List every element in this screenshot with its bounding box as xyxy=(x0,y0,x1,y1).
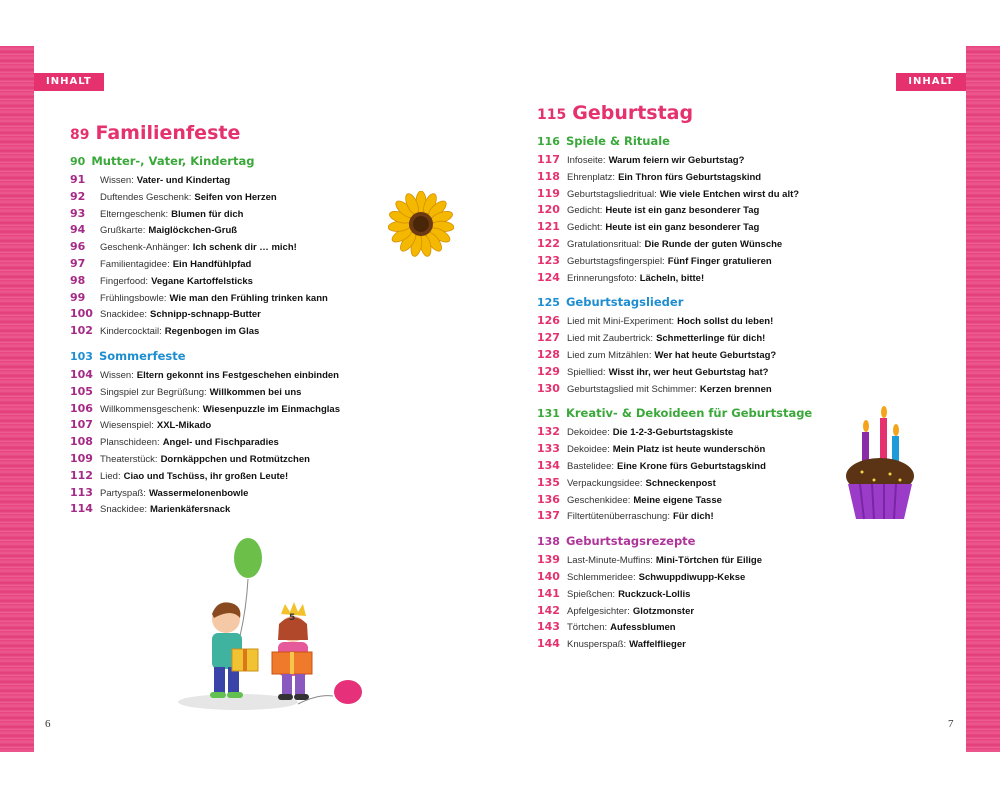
entry-category: Knusperspaß: xyxy=(567,639,627,651)
entry-category: Familientagidee: xyxy=(100,258,170,270)
entry-category: Duftendes Geschenk: xyxy=(100,191,192,203)
entry-title: Mini-Törtchen für Eilige xyxy=(655,555,762,567)
entry-page-number: 100 xyxy=(70,307,93,321)
entry-page-number: 94 xyxy=(70,223,86,237)
entry-page-number: 134 xyxy=(537,458,560,472)
entry-category: Erinnerungsfoto: xyxy=(567,272,637,284)
entry-category: Partyspaß: xyxy=(100,487,146,499)
toc-entry[interactable] xyxy=(537,331,837,348)
toc-entry[interactable] xyxy=(70,190,350,207)
entry-title: Schneckenpost xyxy=(645,477,716,489)
entry-category: Bastelidee: xyxy=(567,460,615,472)
entry-title: Schnipp-schnapp-Butter xyxy=(150,309,261,321)
entry-category: Kindercocktail: xyxy=(100,326,162,338)
toc-entry[interactable] xyxy=(70,385,350,402)
toc-entry[interactable] xyxy=(537,382,837,399)
toc-entry[interactable] xyxy=(70,223,350,240)
section-title: Sommerfeste xyxy=(98,348,186,363)
entry-title: Wie viele Entchen wirst du alt? xyxy=(659,188,800,200)
toc-entry[interactable] xyxy=(537,314,837,331)
entry-page-number: 113 xyxy=(70,485,93,499)
toc-entry[interactable] xyxy=(70,207,350,224)
toc-entry[interactable] xyxy=(537,620,837,637)
entry-title: Kerzen brennen xyxy=(699,383,772,395)
entry-page-number: 123 xyxy=(537,253,560,267)
entry-category: Geburtstagsfingerspiel: xyxy=(567,255,665,267)
section-title: Spiele & Rituale xyxy=(565,134,670,148)
entry-page-number: 114 xyxy=(70,502,93,516)
toc-entry[interactable] xyxy=(70,324,350,341)
entry-title: Wisst ihr, wer heut Geburtstag hat? xyxy=(608,366,769,378)
toc-entry[interactable] xyxy=(537,348,837,365)
toc-entry[interactable] xyxy=(537,203,837,220)
entry-category: Ehrenplatz: xyxy=(567,171,616,183)
entry-page-number: 127 xyxy=(537,331,560,345)
book-spread xyxy=(0,46,1000,752)
entry-page-number: 109 xyxy=(70,451,93,465)
entry-category: Elterngeschenk: xyxy=(100,208,169,220)
entry-page-number: 97 xyxy=(70,256,86,270)
entry-category: Spiellied: xyxy=(567,366,606,378)
entry-page-number: 139 xyxy=(537,553,560,567)
sunflower-icon xyxy=(388,191,454,257)
entry-page-number: 93 xyxy=(70,206,86,220)
page-number-left: 6 xyxy=(45,718,51,730)
entry-title: Regenbogen im Glas xyxy=(164,326,260,338)
entry-title: Meine eigene Tasse xyxy=(633,494,722,506)
entry-title: Eltern gekonnt ins Festgeschehen einbinden xyxy=(136,369,339,381)
entry-page-number: 102 xyxy=(70,324,93,338)
section-heading[interactable] xyxy=(70,349,350,365)
entry-title: Die 1-2-3-Geburtstagskiste xyxy=(612,427,734,439)
toc-entry[interactable] xyxy=(537,271,837,288)
entry-title: Heute ist ein ganz besonderer Tag xyxy=(605,222,760,234)
entry-category: Willkommensgeschenk: xyxy=(100,403,200,415)
entry-page-number: 106 xyxy=(70,401,93,415)
toc-entry[interactable] xyxy=(537,459,837,476)
section-number: 103 xyxy=(70,349,93,363)
entry-title: Wiesenpuzzle im Einmachglas xyxy=(202,403,340,415)
toc-entry[interactable] xyxy=(70,291,350,308)
entry-page-number: 119 xyxy=(537,186,560,200)
section-title: Geburtstagslieder xyxy=(565,295,684,310)
entry-page-number: 135 xyxy=(537,475,560,489)
entry-page-number: 96 xyxy=(70,240,86,254)
entry-category: Gedicht: xyxy=(567,205,603,217)
entry-title: Wie man den Frühling trinken kann xyxy=(169,292,328,304)
entry-category: Wissen: xyxy=(100,369,134,381)
entry-title: Waffelflieger xyxy=(629,639,686,651)
entry-title: Ein Thron fürs Geburtstagskind xyxy=(618,171,762,183)
section-number: 90 xyxy=(70,155,86,168)
entry-title: Mein Platz ist heute wunderschön xyxy=(612,444,766,456)
toc-entry[interactable] xyxy=(70,452,350,469)
entry-title: Ruckzuck-Lollis xyxy=(618,588,691,600)
entry-page-number: 124 xyxy=(537,270,560,284)
entry-category: Apfelgesichter: xyxy=(567,605,630,617)
entry-title: Angel- und Fischparadies xyxy=(162,437,279,449)
entry-page-number: 144 xyxy=(537,637,560,651)
toc-entry[interactable] xyxy=(537,637,837,654)
left-toc xyxy=(70,122,350,519)
entry-page-number: 122 xyxy=(537,236,560,250)
entry-title: Vegane Kartoffelsticks xyxy=(151,275,253,287)
toc-entry[interactable] xyxy=(537,237,837,254)
toc-entry[interactable] xyxy=(537,509,837,526)
entry-title: Fünf Finger gratulieren xyxy=(667,255,772,267)
right-toc xyxy=(537,102,837,654)
right-page-edge xyxy=(966,46,1000,752)
entry-category: Planschideen: xyxy=(100,437,160,449)
toc-entry[interactable] xyxy=(537,587,837,604)
entry-title: Eine Krone fürs Geburtstagskind xyxy=(617,460,766,472)
entry-title: Maiglöckchen-Gruß xyxy=(148,225,238,237)
entry-category: Theaterstück: xyxy=(100,453,158,465)
section-heading[interactable] xyxy=(537,134,837,150)
entry-category: Grußkarte: xyxy=(100,225,146,237)
section-number: 116 xyxy=(537,135,560,148)
entry-page-number: 112 xyxy=(70,468,93,482)
entry-category: Frühlingsbowle: xyxy=(100,292,167,304)
toc-entry[interactable] xyxy=(537,604,837,621)
entry-page-number: 107 xyxy=(70,418,93,432)
entry-title: Ciao und Tschüss, ihr großen Leute! xyxy=(123,470,289,482)
entry-category: Spießchen: xyxy=(567,588,616,600)
entry-page-number: 121 xyxy=(537,220,560,234)
crown-number: 5 xyxy=(289,613,296,623)
left-sections xyxy=(70,154,350,519)
entry-title: Ich schenk dir … mich! xyxy=(192,242,297,254)
toc-entry[interactable] xyxy=(70,469,350,486)
section-title: Kreativ- & Dekoideen für Geburtstage xyxy=(565,406,813,421)
entry-page-number: 91 xyxy=(70,173,86,186)
toc-entry[interactable] xyxy=(537,493,837,510)
entry-page-number: 118 xyxy=(537,169,560,183)
section-heading[interactable] xyxy=(537,534,837,550)
entry-page-number: 141 xyxy=(537,586,560,600)
toc-entry[interactable] xyxy=(70,307,350,324)
toc-entry[interactable] xyxy=(70,402,350,419)
toc-entry[interactable] xyxy=(537,365,837,382)
chapter-number: 89 xyxy=(70,127,90,143)
toc-entry[interactable] xyxy=(70,257,350,274)
entry-page-number: 105 xyxy=(70,384,93,398)
toc-entry[interactable] xyxy=(537,187,837,204)
toc-entry[interactable] xyxy=(70,368,350,385)
entry-category: Wissen: xyxy=(100,175,134,186)
entry-title: Vater- und Kindertag xyxy=(136,175,231,186)
entry-category: Infoseite: xyxy=(567,155,606,166)
entry-page-number: 129 xyxy=(537,364,560,378)
section-heading[interactable] xyxy=(70,154,350,170)
entry-page-number: 137 xyxy=(537,509,560,523)
entry-page-number: 126 xyxy=(537,314,560,328)
entry-title: Ein Handfühlpfad xyxy=(172,258,252,270)
entry-category: Geburtstagsliedritual: xyxy=(567,188,657,200)
toc-entry[interactable] xyxy=(70,486,350,503)
entry-category: Dekoidee: xyxy=(567,427,610,439)
entry-title: Willkommen bei uns xyxy=(209,386,302,398)
children-with-gifts-icon xyxy=(168,534,368,714)
entry-title: Lächeln, bitte! xyxy=(639,272,705,284)
entry-category: Filtertütenüberraschung: xyxy=(567,511,670,523)
section-title: Geburtstagsrezepte xyxy=(565,534,696,549)
entry-title: Wassermelonenbowle xyxy=(148,487,249,499)
entry-page-number: 117 xyxy=(537,153,560,166)
toc-entry[interactable] xyxy=(537,170,837,187)
toc-entry[interactable] xyxy=(537,153,837,170)
entry-category: Dekoidee: xyxy=(567,444,610,456)
entry-page-number: 142 xyxy=(537,603,560,617)
toc-entry[interactable] xyxy=(70,502,350,519)
entry-title: Marienkäfersnack xyxy=(150,504,231,516)
entry-category: Lied mit Zaubertrick: xyxy=(567,333,654,345)
entry-category: Lied mit Mini-Experiment: xyxy=(567,316,675,328)
entry-category: Geschenkidee: xyxy=(567,494,631,506)
toc-entry[interactable] xyxy=(537,254,837,271)
entry-category: Lied: xyxy=(100,470,121,482)
chapter-title: Familienfeste xyxy=(95,122,241,144)
left-page-edge xyxy=(0,46,34,752)
right-sections xyxy=(537,134,837,654)
chapter-title: Geburtstag xyxy=(572,102,694,124)
section-title: Mutter-, Vater, Kindertag xyxy=(91,154,255,168)
toc-entry[interactable] xyxy=(70,435,350,452)
tab-inhalt-right: INHALT xyxy=(896,73,966,91)
entry-category: Snackidee: xyxy=(100,504,148,516)
toc-entry[interactable] xyxy=(537,442,837,459)
section-number: 131 xyxy=(537,407,560,421)
entry-category: Schlemmeridee: xyxy=(567,571,636,583)
entry-title: Aufessblumen xyxy=(610,622,676,634)
chapter-heading-left[interactable] xyxy=(70,122,350,144)
entry-title: Schwuppdiwupp-Kekse xyxy=(638,571,746,583)
entry-title: Heute ist ein ganz besonderer Tag xyxy=(605,205,760,217)
entry-page-number: 104 xyxy=(70,367,93,381)
toc-entry[interactable] xyxy=(537,425,837,442)
section-number: 138 xyxy=(537,535,560,549)
entry-title: Glotzmonster xyxy=(632,605,695,617)
entry-category: Lied zum Mitzählen: xyxy=(567,349,652,361)
entry-category: Wiesenspiel: xyxy=(100,420,154,432)
entry-title: Dornkäppchen und Rotmützchen xyxy=(160,453,310,465)
entry-title: Seifen von Herzen xyxy=(194,191,277,203)
entry-title: Wer hat heute Geburtstag? xyxy=(654,349,777,361)
toc-entry[interactable] xyxy=(70,240,350,257)
toc-entry[interactable] xyxy=(70,274,350,291)
entry-category: Geburtstagslied mit Schimmer: xyxy=(567,383,697,395)
entry-page-number: 133 xyxy=(537,442,560,456)
page-number-right: 7 xyxy=(948,718,954,730)
entry-page-number: 98 xyxy=(70,273,86,287)
entry-category: Verpackungsidee: xyxy=(567,477,643,489)
entry-category: Geschenk-Anhänger: xyxy=(100,242,190,254)
entry-page-number: 108 xyxy=(70,435,93,449)
tab-inhalt-left: INHALT xyxy=(34,73,104,91)
entry-page-number: 143 xyxy=(537,620,560,634)
birthday-cupcake-icon xyxy=(840,404,920,524)
entry-title: XXL-Mikado xyxy=(156,420,212,432)
entry-category: Fingerfood: xyxy=(100,275,149,287)
entry-page-number: 130 xyxy=(537,381,560,395)
entry-page-number: 136 xyxy=(537,492,560,506)
toc-entry[interactable] xyxy=(70,418,350,435)
entry-title: Hoch sollst du leben! xyxy=(677,316,774,328)
entry-category: Singspiel zur Begrüßung: xyxy=(100,386,207,398)
entry-page-number: 132 xyxy=(537,425,560,439)
entry-title: Warum feiern wir Geburtstag? xyxy=(608,155,745,166)
chapter-heading-right[interactable] xyxy=(537,102,837,124)
entry-title: Die Runde der guten Wünsche xyxy=(644,238,783,250)
section-heading[interactable] xyxy=(537,406,837,422)
entry-page-number: 99 xyxy=(70,290,86,304)
toc-entry[interactable] xyxy=(537,476,837,493)
toc-entry[interactable] xyxy=(537,553,837,570)
entry-page-number: 140 xyxy=(537,569,560,583)
toc-entry[interactable] xyxy=(70,173,350,190)
toc-entry[interactable] xyxy=(537,570,837,587)
chapter-number: 115 xyxy=(537,107,567,123)
entry-title: Schmetterlinge für dich! xyxy=(656,333,766,345)
section-number: 125 xyxy=(537,296,560,310)
entry-page-number: 128 xyxy=(537,347,560,361)
entry-title: Für dich! xyxy=(672,511,714,523)
section-heading[interactable] xyxy=(537,295,837,311)
entry-title: Blumen für dich xyxy=(171,208,244,220)
toc-entry[interactable] xyxy=(537,220,837,237)
entry-category: Snackidee: xyxy=(100,309,148,321)
entry-page-number: 120 xyxy=(537,203,560,217)
entry-category: Törtchen: xyxy=(567,622,608,634)
entry-category: Last-Minute-Muffins: xyxy=(567,555,653,567)
entry-category: Gedicht: xyxy=(567,222,603,234)
entry-category: Gratulationsritual: xyxy=(567,238,642,250)
entry-page-number: 92 xyxy=(70,189,86,203)
